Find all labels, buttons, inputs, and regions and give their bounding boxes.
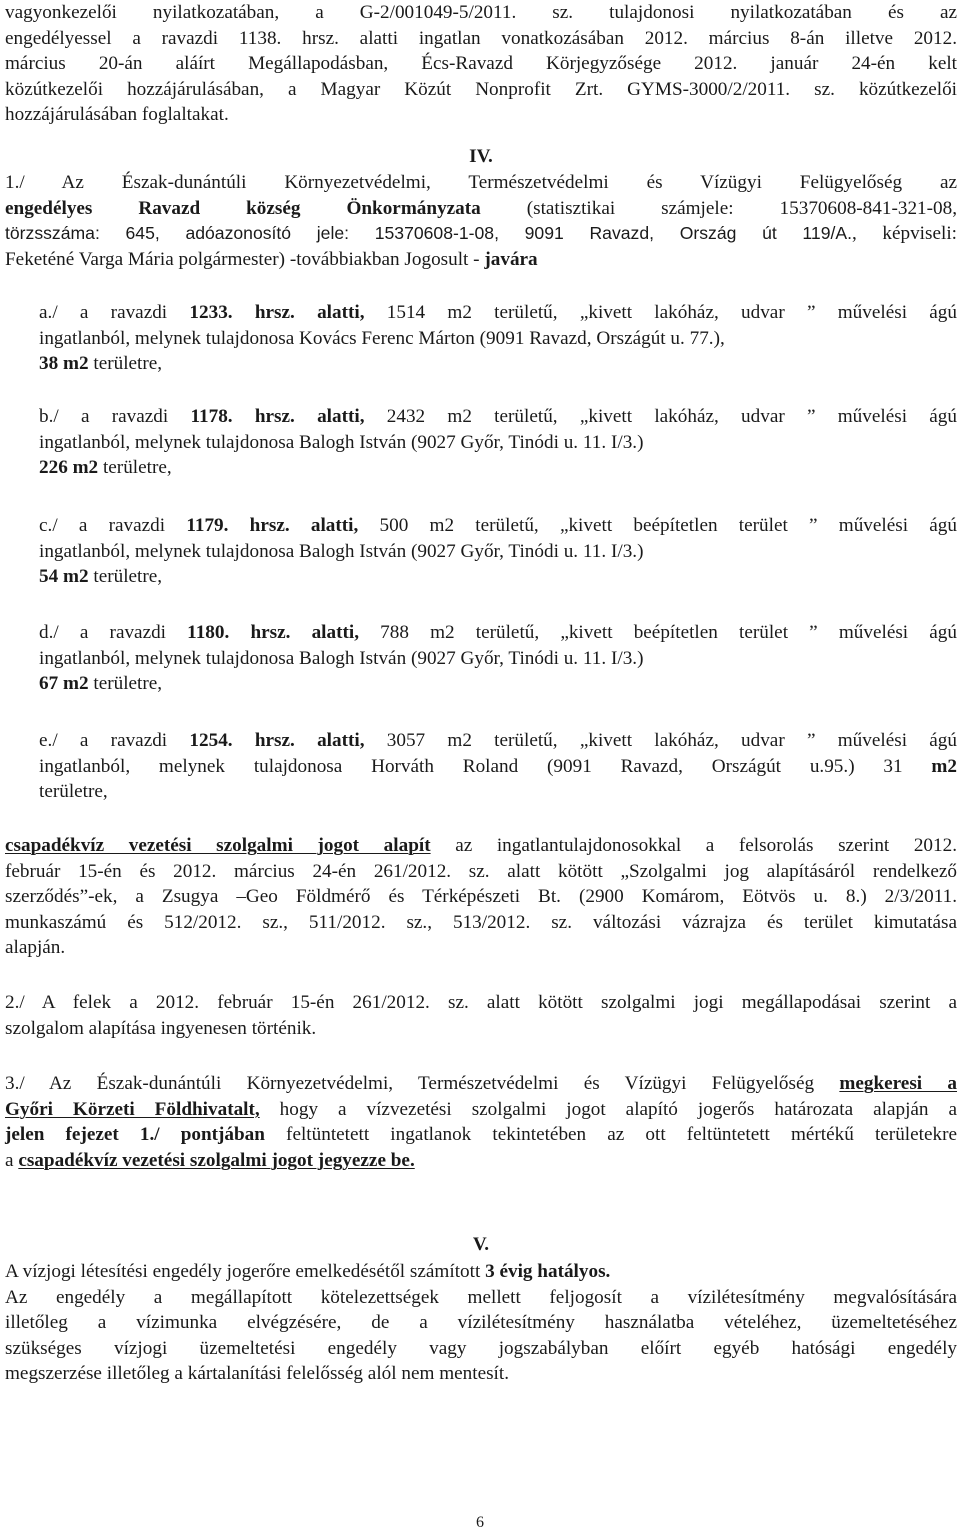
parcel-area: m2 <box>931 755 957 777</box>
parcel-item-e: e./ a ravazdi 1254. hrsz. alatti, 3057 m2 területű, „kivett lakóház, udvar ” művelési ágú ingatlanból, melynek tulajdonosa Horváth Roland (9091 Ravazd, Országút u.95.) 31 m2 területre, <box>39 730 957 803</box>
point-1-line: 1./ Az Észak-dunántúli Környezetvédelmi, Természetvédelmi és Vízügyi Felügyelőség az <box>5 172 957 193</box>
page-number: 6 <box>476 1514 484 1531</box>
section-iv-heading: IV. <box>469 146 493 167</box>
servitude-bold: csapadékvíz vezetési szolgalmi jogot alapít <box>5 835 431 856</box>
parcel-hrsz: 1178. hrsz. alatti, <box>190 406 365 427</box>
parcel-item-d: d./ a ravazdi 1180. hrsz. alatti, 788 m2 területű, „kivett beépítetlen terület ” művelési ágú ingatlanból, melynek tulajdonosa Balogh István (9027 Győr, Tinódi u. 11. I/3.) 67 m2 területre, <box>39 622 957 695</box>
section-iv-point-3: 3./ Az Észak-dunántúli Környezetvédelmi, Természetvédelmi és Vízügyi Felügyelőség megkeresi a Győri Körzeti Földhivatalt, hogy a vízvezetési szolgalmi jogot alapító jogerős határozata alapján a jelen fejezet 1./ pontjában feltüntetett ingatlanok tekintetében az ott feltüntetett mértékű területekre a csapadékvíz vezetési szolgalmi jogot jegyezze be. <box>5 1073 958 1171</box>
intro-line: vagyonkezelői nyilatkozatában, a G-2/001049-5/2011. sz. tulajdonosi nyilatkozatában és az <box>5 2 957 23</box>
section-v-body: A vízjogi létesítési engedély jogerőre emelkedésétől számított 3 évig hatályos. Az engedély a megállapított kötelezettségek mellett feljogosít a vízilétesítmény megvalósítására illetőleg a vízimunka elvégzésére, de a vízilétesítmény használatba vételéhez, üzemeltetéséhez szükséges vízjogi üzemeltetési engedély vagy jogszabályban előírt egyéb hatósági engedély megszerzése illetőleg a kártalanítási felelősség alól nem mentesít. <box>5 1261 957 1385</box>
point-1-line: törzsszáma: 645, adóazonosító jele: 15370608-1-08, 9091 Ravazd, Ország út 119/A., képviseli: <box>5 223 957 245</box>
validity-bold: 3 évig hatályos. <box>485 1261 611 1282</box>
parcel-hrsz: 1233. hrsz. alatti, <box>189 302 365 323</box>
beneficiary-bold: engedélyes Ravazd község Önkormányzata <box>5 197 481 219</box>
beneficiary-javara: javára <box>484 248 538 270</box>
point-1-line: Feketéné Varga Mária polgármester) -továbbiakban Jogosult - javára <box>5 248 538 270</box>
section-iv-point-1 <box>5 170 957 272</box>
intro-line: hozzájárulásában foglaltakat. <box>5 104 229 126</box>
intro-line: engedélyessel a ravazdi 1138. hrsz. alatti ingatlan vonatkozásában 2012. március 8-án illetve 2012. <box>5 27 957 49</box>
chapter-ref-bold: jelen fejezet 1./ pontjában <box>5 1124 265 1146</box>
request-bold: megkeresi a <box>839 1073 958 1094</box>
land-office-bold: Győri Körzeti Földhivatalt, <box>5 1098 260 1120</box>
section-v-heading: V. <box>472 1234 490 1255</box>
parcel-item-a: a./ a ravazdi 1233. hrsz. alatti, 1514 m2 területű, „kivett lakóház, udvar ” művelési ágú ingatlanból, melynek tulajdonosa Kovács Ferenc Márton (9091 Ravazd, Országút u. 77.), 38 m2 területre, <box>39 302 957 375</box>
parcel-hrsz: 1180. hrsz. alatti, <box>187 622 359 643</box>
parcel-item-c: c./ a ravazdi 1179. hrsz. alatti, 500 m2 területű, „kivett beépítetlen terület ” művelési ágú ingatlanból, melynek tulajdonosa Balogh István (9027 Győr, Tinódi u. 11. I/3.) 54 m2 területre, <box>39 515 957 588</box>
register-bold: csapadékvíz vezetési szolgalmi jogot jegyezze be. <box>18 1149 415 1171</box>
intro-line: március 20-án aláírt Megállapodásban, Écs-Ravazd Körjegyzősége 2012. január 24-én kelt <box>5 53 957 75</box>
point-1-line: engedélyes Ravazd község Önkormányzata (statisztikai számjele: 15370608-841-321-08, <box>5 197 957 219</box>
parcel-area: 226 m2 <box>39 457 99 479</box>
parcel-hrsz: 1179. hrsz. alatti, <box>186 515 359 536</box>
servitude-paragraph: csapadékvíz vezetési szolgalmi jogot alapít az ingatlantulajdonosokkal a felsorolás szerint 2012. február 15-én és 2012. március 24-én 261/2012. sz. alatt kötött „Szolgalmi jog alapításáról rendelkező szerződés”-ek, a Zsugya –Geo Földmérő és Térképészeti Bt. (2900 Komárom, Eötvös u. 8.) 2/3/2011. munkaszámú és 512/2012. sz., 511/2012. sz., 513/2012. sz. változási vázrajza és terület kimutatása alapján. <box>5 835 958 959</box>
section-iv-point-2: 2./ A felek a 2012. február 15-én 261/2012. sz. alatt kötött szolgalmi jogi megállapodásai szerint a szolgalom alapítása ingyenesen történik. <box>5 992 957 1039</box>
intro-line: közútkezelői hozzájárulásában, a Magyar Közút Nonprofit Zrt. GYMS-3000/2/2011. sz. közútkezelői <box>5 78 957 100</box>
parcel-area: 38 m2 <box>39 353 89 375</box>
intro-paragraph <box>5 0 957 128</box>
parcel-hrsz: 1254. hrsz. alatti, <box>189 730 365 751</box>
parcel-area: 54 m2 <box>39 566 89 588</box>
parcel-item-b: b./ a ravazdi 1178. hrsz. alatti, 2432 m2 területű, „kivett lakóház, udvar ” művelési ágú ingatlanból, melynek tulajdonosa Balogh István (9027 Győr, Tinódi u. 11. I/3.) 226 m2 területre, <box>39 406 957 479</box>
parcel-area: 67 m2 <box>39 673 89 695</box>
